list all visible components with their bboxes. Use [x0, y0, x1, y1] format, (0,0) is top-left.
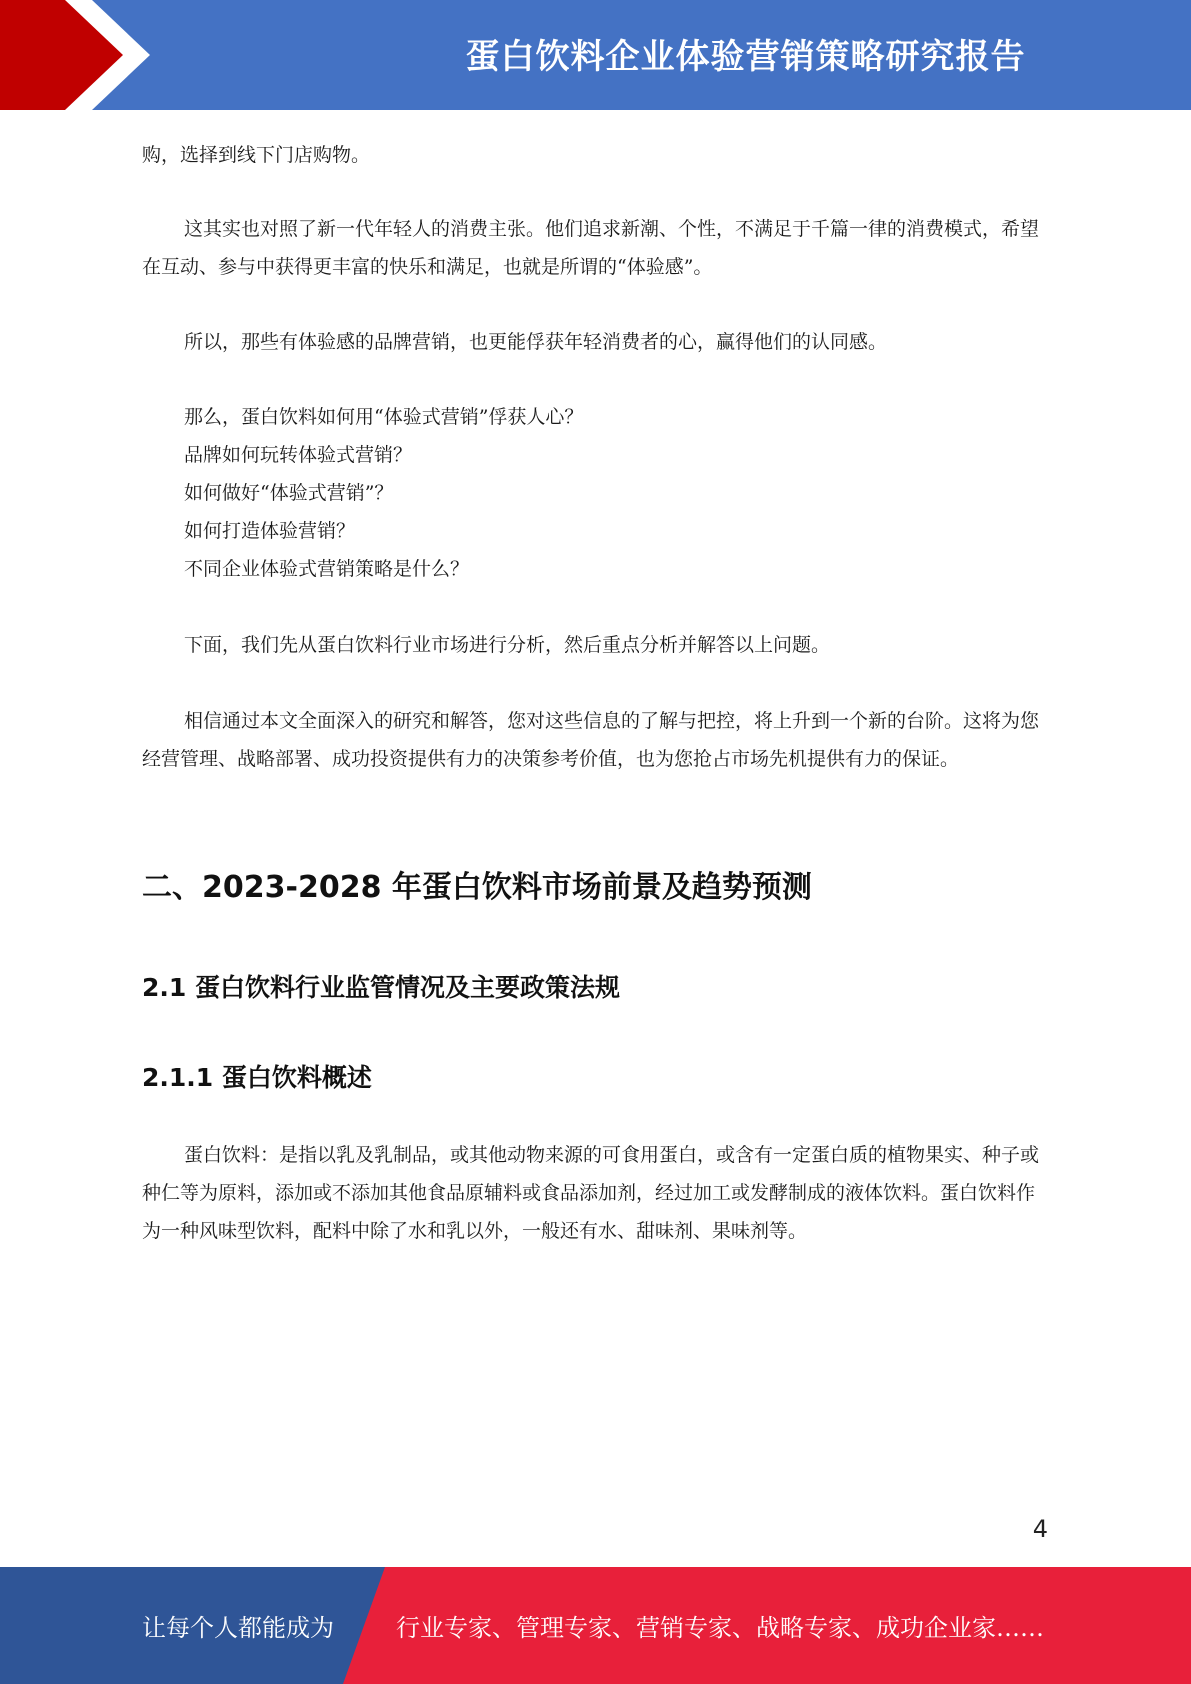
footer-slogan-right: 行业专家、管理专家、营销专家、战略专家、成功企业家……: [396, 1614, 1044, 1642]
paragraph-brand-marketing: 所以，那些有体验感的品牌营销，也更能俘获年轻消费者的心，赢得他们的认同感。: [184, 331, 888, 353]
question-item: 品牌如何玩转体验式营销？: [184, 444, 413, 466]
page-header: [0, 0, 1191, 110]
page-number: 4: [1032, 1515, 1048, 1543]
question-item: 不同企业体验式营销策略是什么？: [184, 558, 470, 580]
paragraph-consumer-trend: 这其实也对照了新一代年轻人的消费主张。他们追求新潮、个性，不满足于千篇一律的消费模式，希望在互动、参与中获得更丰富的快乐和满足，也就是所谓的“体验感”。: [142, 218, 1040, 278]
question-item: 那么，蛋白饮料如何用“体验式营销”俘获人心？: [184, 406, 584, 428]
subsubsection-heading: 2.1.1 蛋白饮料概述: [142, 1063, 372, 1092]
question-item: 如何做好“体验式营销”？: [184, 482, 394, 504]
report-title: 蛋白饮料企业体验营销策略研究报告: [465, 36, 1026, 77]
subsection-heading: 2.1 蛋白饮料行业监管情况及主要政策法规: [142, 973, 620, 1002]
paragraph-value-statement: 相信通过本文全面深入的研究和解答，您对这些信息的了解与把控，将上升到一个新的台阶。这将为您经营管理、战略部署、成功投资提供有力的决策参考价值，也为您抢占市场先机提供有力的保证。: [142, 710, 1040, 770]
footer-slogan-left: 让每个人都能成为: [142, 1614, 334, 1642]
section-heading: 二、2023-2028 年蛋白饮料市场前景及趋势预测: [142, 870, 812, 905]
paragraph-continued: 购，选择到线下门店购物。: [142, 144, 371, 166]
page-footer: [0, 1567, 1191, 1684]
question-item: 如何打造体验营销？: [184, 520, 356, 542]
paragraph-analysis-intro: 下面，我们先从蛋白饮料行业市场进行分析，然后重点分析并解答以上问题。: [184, 634, 831, 656]
paragraph-protein-drink-definition: 蛋白饮料：是指以乳及乳制品，或其他动物来源的可食用蛋白，或含有一定蛋白质的植物果实、种子或种仁等为原料，添加或不添加其他食品原辅料或食品添加剂，经过加工或发酵制成的液体饮料。蛋白饮料作为一种风味型饮料，配料中除了水和乳以外，一般还有水、甜味剂、果味剂等。: [142, 1144, 1040, 1242]
